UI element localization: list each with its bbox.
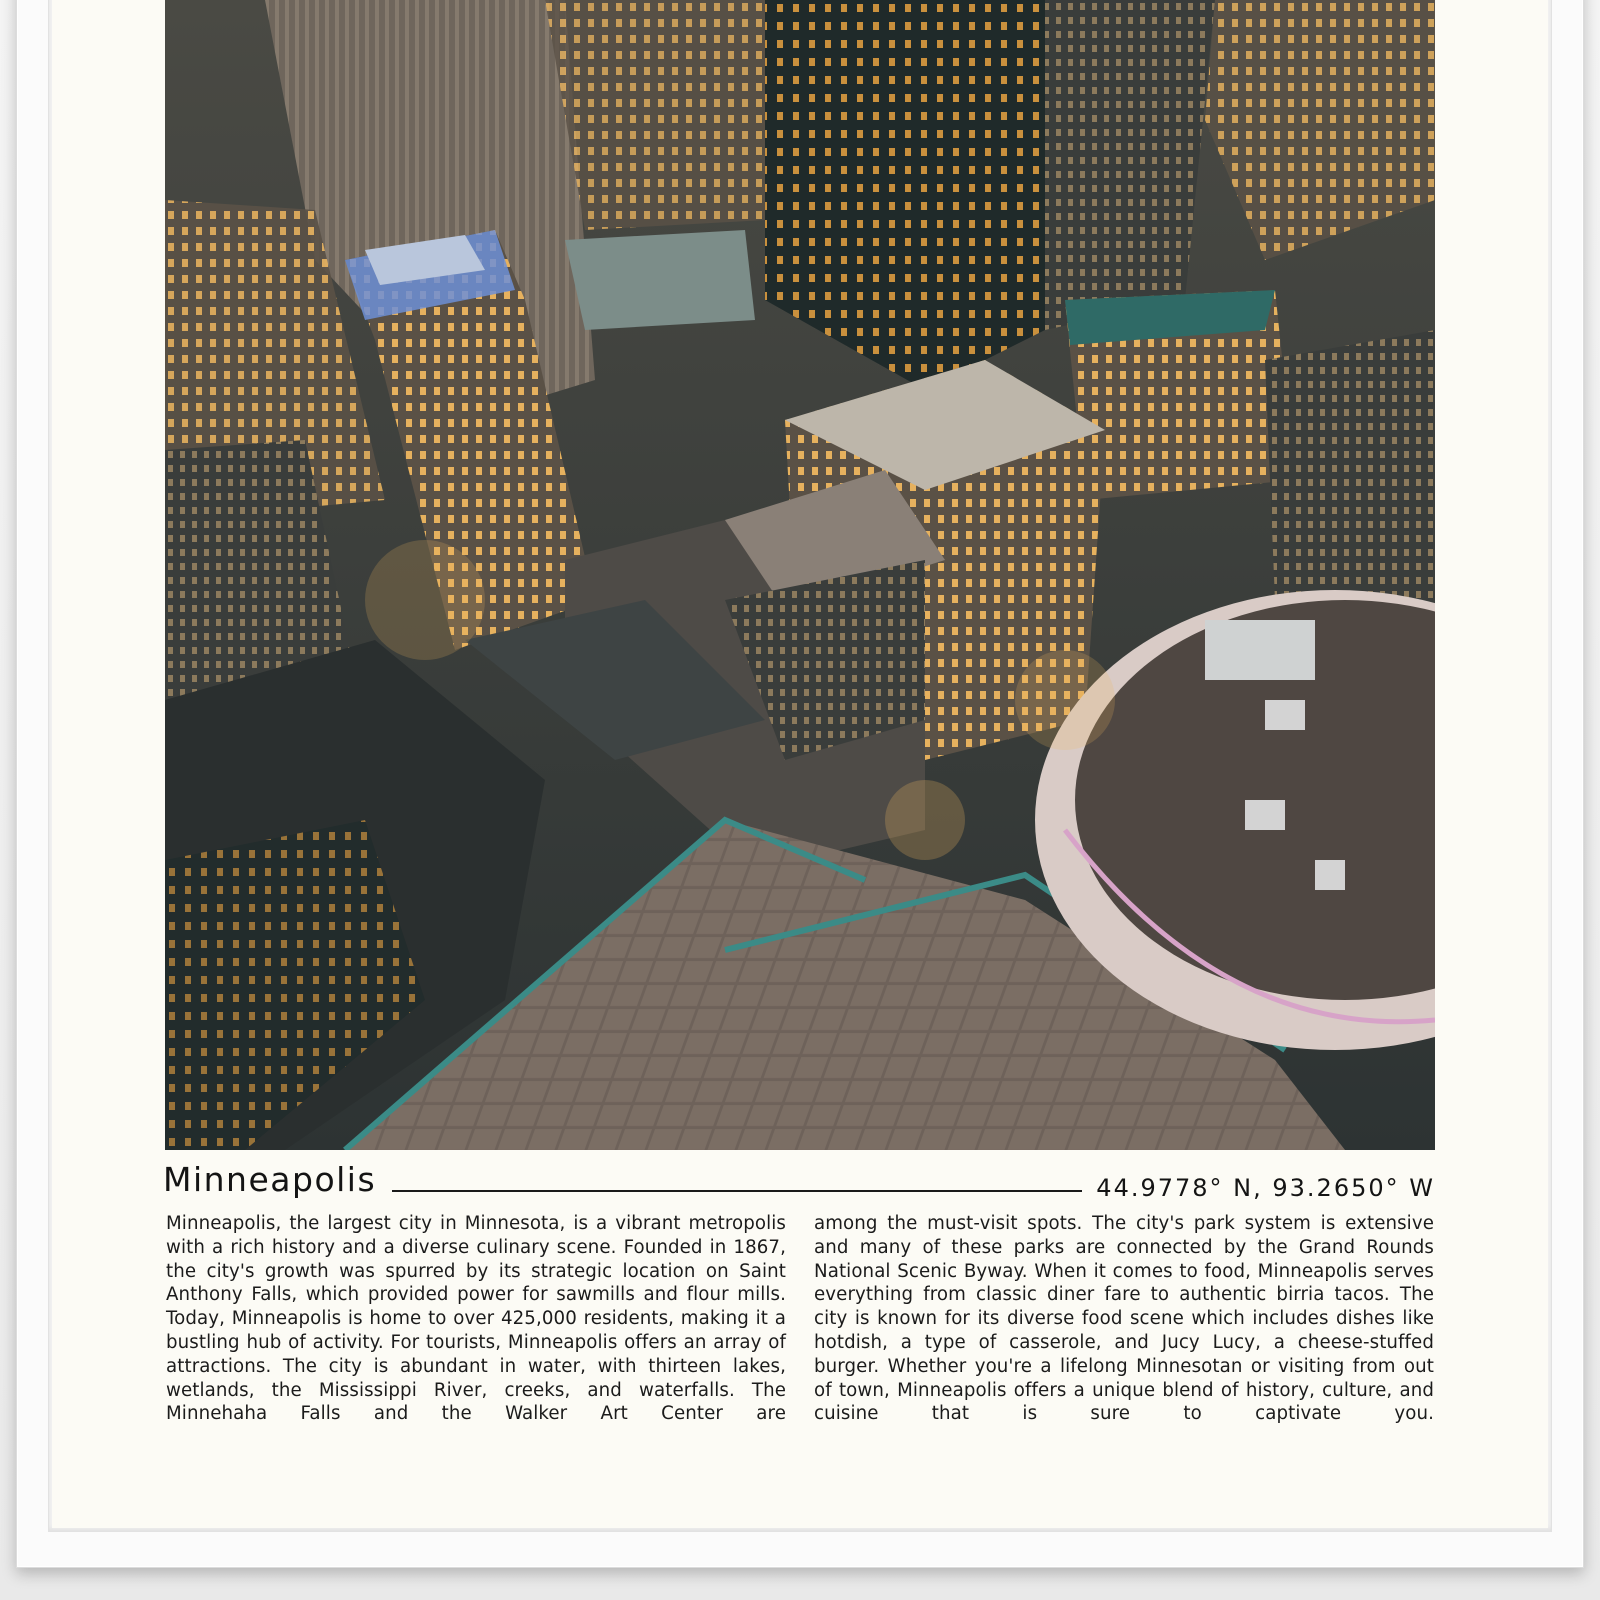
city-coordinates: 44.9778° N, 93.2650° W [1096, 1174, 1435, 1202]
description-right-column: among the must-visit spots. The city's park system is extensive and many of these parks are connected by the Grand Rounds National Scenic Byway. When it comes to food, Minneapolis serves everything from classic diner fare to authentic birria tacos. The city is known for its diverse food scene which includes dishes like hotdish, a type of casserole, and Jucy Lucy, a cheese-stuffed burger. Whether you're a lifelong Minnesotan or visiting from out of town, Minneapolis offers a unique blend of history, culture, and cuisine that is sure to captivate you. [814, 1213, 1434, 1425]
city-aerial-photo [165, 0, 1435, 1150]
city-aerial-illustration [165, 0, 1435, 1150]
description-left-column: Minneapolis, the largest city in Minnesota, is a vibrant metropolis with a rich history and a diverse culinary scene. Founded in 1867, the city's growth was spurred by its strategic location on Saint Anthony Falls, which provided power for sawmills and flour mills. Today, Minneapolis is home to over 425,000 residents, making it a bustling hub of activity. For tourists, Minneapolis offers an array of attractions. The city is abundant in water, with thirteen lakes, wetlands, the Mississippi River, creeks, and waterfalls. The Minnehaha Falls and the Walker Art Center are [166, 1213, 786, 1425]
city-title: Minneapolis [163, 1160, 377, 1199]
title-rule [392, 1190, 1082, 1192]
